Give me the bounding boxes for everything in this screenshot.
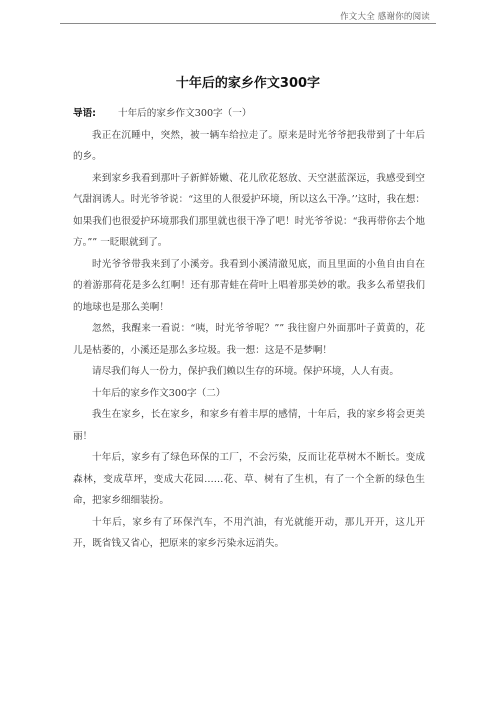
paragraph-5: 请尽我们每人一份力，保护我们赖以生存的环境。保护环境，人人有责。: [92, 366, 399, 377]
paragraph-4: 忽然，我醒来一看说：“咦，时光爷爷呢？”” 我往窗户外面那叶子黄黄的，花儿是枯萎的，小溪还是那么多垃圾。我一想：这是不是梦啊！: [73, 323, 425, 356]
section-2-heading: 十年后的家乡作文300字（二）: [92, 387, 226, 399]
section-2-paragraph-2: 十年后，家乡有了绿色环保的工厂，不会污染，反而让花草树木不断长。变成森林，变成草坪，变成大花园……花、草、树有了生机，有了一个全新的绿色生命，把家乡细细装扮。: [73, 452, 425, 506]
lead-line: [73, 103, 425, 125]
lead-text: 十年后的家乡作文300字（一）: [118, 108, 252, 119]
header-divider: [60, 23, 436, 24]
lead-label: 导语:: [73, 108, 97, 119]
section-2-paragraph-3: 十年后，家乡有了环保汽车，不用汽油，有光就能开动，那儿开开，这儿开开，既省钱又省心，把原来的家乡污染永远消失。: [73, 516, 425, 549]
paragraph-2: 来到家乡我看到那叶子新鲜娇嫩、花儿欣花怒放、天空湛蓝深远，我感受到空气甜润诱人。时光爷爷说：“这里的人很爱护环境，所以这么干净。’’这时，我在想：如果我们也很爱护环境那我们那里就也很干净了吧！时光爷爷说：“我再带你去个地方。”” 一眨眼就到了。: [73, 172, 425, 248]
section-2-paragraph-1: 我生在家乡，长在家乡，和家乡有着丰厚的感情，十年后，我的家乡将会更美丽！: [73, 409, 425, 442]
document-body: [73, 103, 425, 555]
document-title: 十年后的家乡作文300字: [175, 76, 321, 91]
page-header: 作文大全 感谢你的阅读: [340, 12, 430, 22]
paragraph-1: 我正在沉睡中，突然，被一辆车给拉走了。原来是时光爷爷把我带到了十年后的乡。: [73, 129, 425, 162]
paragraph-3: 时光爷爷带我来到了小溪旁。我看到小溪清澈见底，而且里面的小鱼自由自在的着游那荷花是多么红啊！还有那青蛙在荷叶上唱着那美妙的歌。我多么希望我们的地球也是那么美啊！: [73, 258, 425, 313]
